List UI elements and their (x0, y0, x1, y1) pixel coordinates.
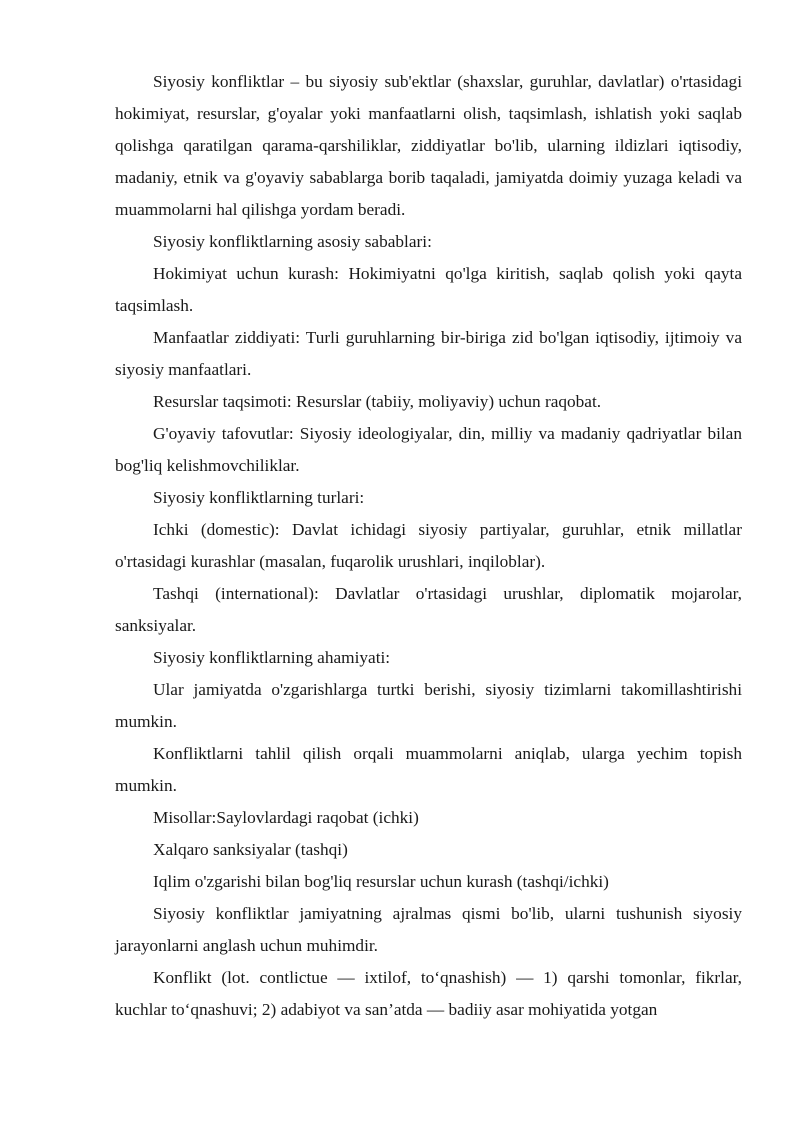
example-climate: Iqlim o'zgarishi bilan bog'liq resurslar uchun kurash (tashqi/ichki) (153, 872, 609, 891)
cause-interests: Manfaatlar ziddiyati: Turli guruhlarning bir-biriga zid bo'lgan iqtisodiy, ijtimoiy va siyosiy manfaatlari. (115, 328, 742, 379)
type-international: Tashqi (international): Davlatlar o'rtasidagi urushlar, diplomatik mojarolar, sanksiyalar. (115, 584, 742, 635)
paragraph-conclusion: Siyosiy konfliktlar jamiyatning ajralmas qismi bo'lib, ularni tushunish siyosiy jarayonlarni anglash uchun muhimdir. (115, 904, 742, 955)
example-elections: Misollar:Saylovlardagi raqobat (ichki) (153, 808, 419, 827)
heading-causes: Siyosiy konfliktlarning asosiy sabablari: (153, 232, 432, 251)
paragraph-conflict-definition: Konflikt (lot. contlictue — ixtilof, to‘qnashish) — 1) qarshi tomonlar, fikrlar, kuchlar to‘qnashuvi; 2) adabiyot va san’atda — badiiy asar mohiyatida yotgan (115, 968, 742, 1019)
heading-types: Siyosiy konfliktlarning turlari: (153, 488, 365, 507)
paragraph-definition: Siyosiy konfliktlar – bu siyosiy sub'ektlar (shaxslar, guruhlar, davlatlar) o'rtasidagi hokimiyat, resurslar, g'oyalar yoki manfaatlarni olish, taqsimlash, ishlatish yoki saqlab qolishga qaratilgan qarama-qarshiliklar, ziddiyatlar bo'lib, ularning ildizlari iqtisodiy, madaniy, etnik va g'oyaviy sabablarga borib taqaladi, jamiyatda doimiy yuzaga keladi va muammolarni hal qilishga yordam beradi. (115, 72, 742, 219)
importance-analysis: Konfliktlarni tahlil qilish orqali muammolarni aniqlab, ularga yechim topish mumkin. (115, 744, 742, 795)
cause-ideology: G'oyaviy tafovutlar: Siyosiy ideologiyalar, din, milliy va madaniy qadriyatlar bilan bog'liq kelishmovchiliklar. (115, 424, 742, 475)
cause-resources: Resurslar taqsimoti: Resurslar (tabiiy, moliyaviy) uchun raqobat. (153, 392, 602, 411)
example-sanctions: Xalqaro sanksiyalar (tashqi) (153, 840, 348, 859)
cause-power-struggle: Hokimiyat uchun kurash: Hokimiyatni qo'lga kiritish, saqlab qolish yoki qayta taqsimlash. (115, 264, 742, 315)
type-domestic: Ichki (domestic): Davlat ichidagi siyosiy partiyalar, guruhlar, etnik millatlar o'rtasidagi kurashlar (masalan, fuqarolik urushlari, inqiloblar). (115, 520, 742, 571)
document-page (115, 66, 742, 1026)
importance-change: Ular jamiyatda o'zgarishlarga turtki berishi, siyosiy tizimlarni takomillashtirishi mumkin. (115, 680, 742, 731)
heading-importance: Siyosiy konfliktlarning ahamiyati: (153, 648, 391, 667)
